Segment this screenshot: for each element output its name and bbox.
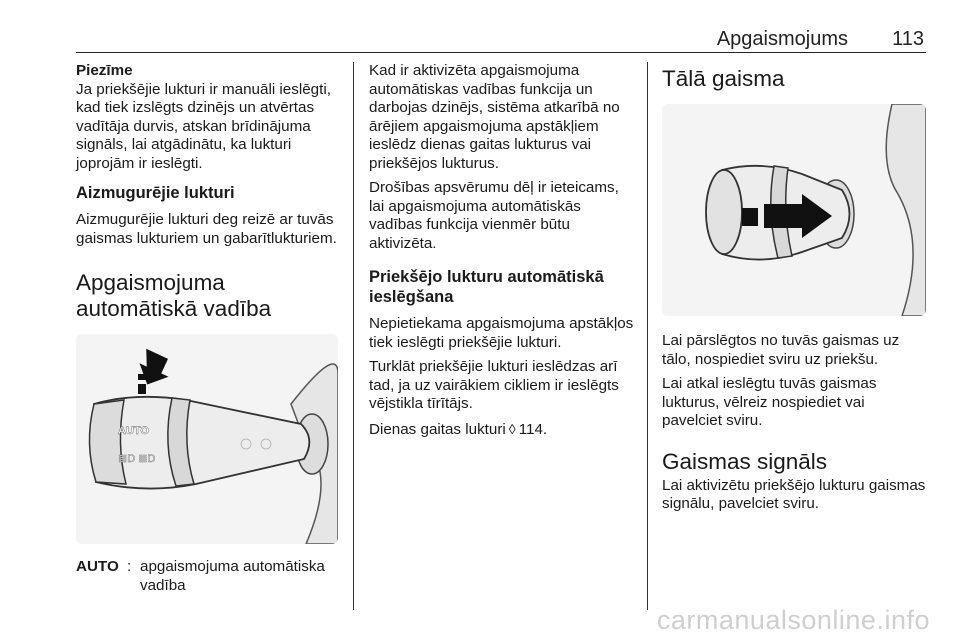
drl-reference — [369, 420, 635, 440]
column-divider — [353, 62, 354, 610]
watermark: carmanualsonline.info — [656, 605, 930, 635]
rear-lights-heading: Aizmugurējie lukturi — [76, 184, 235, 202]
legend-colon: : — [127, 558, 132, 575]
column-middle — [369, 62, 635, 439]
auto-control-heading: Apgaismojuma automātiskā vadība — [76, 270, 272, 321]
drl-label: Dienas gaitas lukturi — [369, 420, 506, 438]
flash-signal-text: Lai aktivizētu priekšējo lukturu gaismas signālu, pavelciet sviru. — [662, 476, 926, 512]
auto-label: AUTO — [118, 425, 149, 437]
svg-text:≣D ≣D: ≣D ≣D — [118, 453, 156, 465]
auto-headlights-heading: Priekšējo lukturu automātiskā ieslēgšana — [369, 268, 604, 306]
flash-signal-heading: Gaismas signāls — [662, 448, 828, 474]
note-text: Ja priekšējie lukturi ir manuāli ieslēgti, kad tiek izslēgts dzinējs un atvērtas vadītāja durvis, atskan brīdinājuma signāls, lai atgādinātu, ka lukturi joprojām ir ieslēgti. — [76, 80, 331, 172]
page-header — [76, 22, 926, 53]
legend-auto — [76, 558, 338, 598]
page-number: 113 — [892, 28, 924, 50]
page-ref-icon: ◊ — [508, 420, 516, 437]
drl-page-link[interactable]: 114. — [518, 420, 548, 438]
auto-headlights-text: Nepietiekama apgaismojuma apstākļos tiek ieslēgti priekšējie lukturi. — [369, 315, 634, 351]
stalk-auto-icon — [76, 334, 338, 544]
wiper-text: Turklāt priekšējie lukturi ieslēdzas arī tad, ja uz vairākiem cikliem ir ieslēgts vējstikla tīrītājs. — [369, 358, 619, 412]
high-beam-illustration — [662, 104, 926, 316]
high-beam-text-2: Lai atkal ieslēgtu tuvās gaismas lukturus, vēlreiz nospiediet vai pavelciet sviru. — [662, 375, 877, 429]
high-beam-text-1: Lai pārslēgtos no tuvās gaismas uz tālo, nospiediet sviru uz priekšu. — [662, 332, 900, 368]
legend-value: apgaismojuma automātiska vadība — [140, 558, 325, 594]
light-switch-illustration — [76, 334, 338, 544]
note-title: Piezīme — [76, 62, 133, 79]
column-right — [662, 62, 926, 514]
legend-key: AUTO — [76, 558, 119, 575]
high-beam-heading: Tālā gaisma — [662, 66, 785, 91]
safety-text: Drošības apsvērumu dēļ ir ieteicams, lai apgaismojuma automātiskās vadības funkcija vienmēr būtu aktivizēta. — [369, 179, 619, 252]
column-divider — [647, 62, 648, 610]
section-title: Apgaismojums — [716, 28, 848, 50]
rear-lights-text: Aizmugurējie lukturi deg reizē ar tuvās gaismas lukturiem un gabarītlukturiem. — [76, 211, 337, 247]
auto-intro-text: Kad ir aktivizēta apgaismojuma automātiskas vadības funkcija un darbojas dzinējs, sistēma atkarībā no ārējiem apgaismojuma apstākļiem ieslēdz dienas gaitas lukturus vai priekšējos lukturus. — [369, 62, 620, 172]
column-left — [76, 62, 338, 598]
stalk-push-icon — [662, 104, 926, 316]
